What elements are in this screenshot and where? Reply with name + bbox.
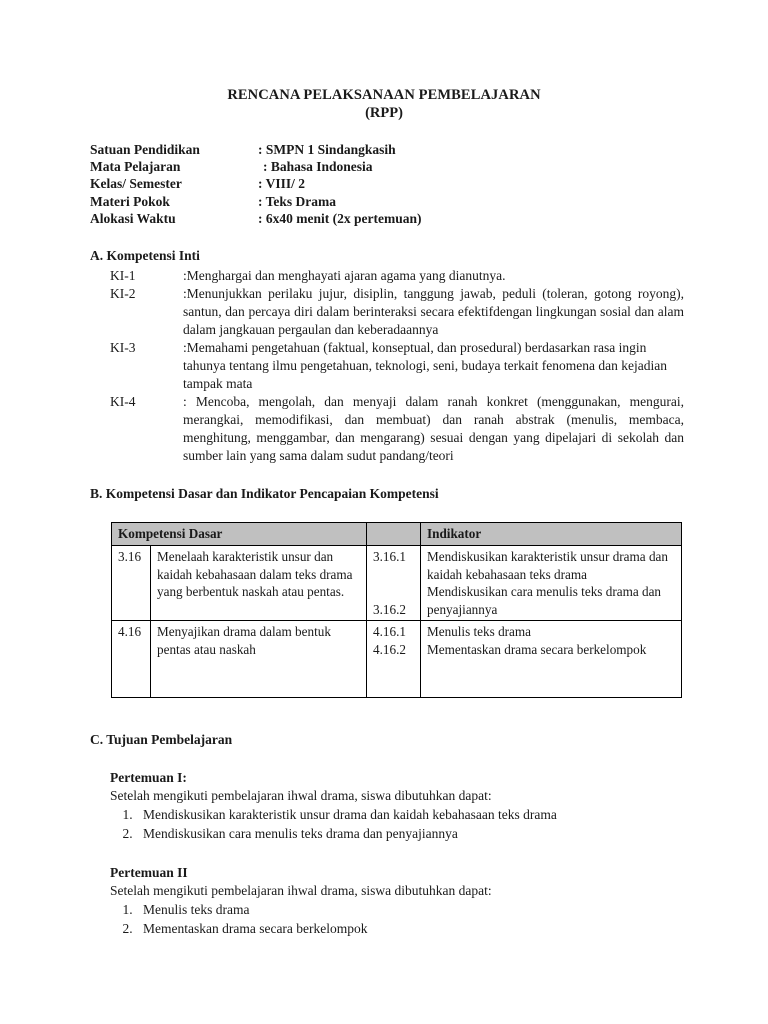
- identity-row-satuan-pendidikan: [90, 141, 768, 158]
- identity-row-mata-pelajaran: [90, 158, 768, 175]
- indicator-number: 4.16.1: [373, 624, 406, 640]
- kompetensi-inti-list: [0, 267, 768, 465]
- ki-label: KI-2: [110, 286, 136, 302]
- table-header-indikator: Indikator: [421, 523, 682, 546]
- identity-label: Kelas/ Semester: [90, 176, 182, 192]
- indicator-text: Mendiskusikan cara menulis teks drama dan penyajiannya: [427, 584, 662, 617]
- indicator-number: 3.16.1: [373, 549, 406, 565]
- list-item: 2. Mendiskusikan cara menulis teks drama dan penyajiannya: [136, 824, 768, 843]
- identity-value: : Teks Drama: [258, 193, 337, 209]
- indicator-number: 3.16.2: [373, 601, 406, 617]
- meeting-intro-2: Setelah mengikuti pembelajaran ihwal drama, siswa dibutuhkan dapat:: [110, 883, 492, 899]
- table-header-kompetensi-dasar: Kompetensi Dasar: [112, 523, 367, 546]
- identity-label: Materi Pokok: [90, 193, 170, 209]
- section-heading-kompetensi-dasar: B. Kompetensi Dasar dan Indikator Pencapaian Kompetensi: [90, 486, 439, 502]
- ki-label: KI-1: [110, 268, 136, 284]
- identity-value: : Bahasa Indonesia: [263, 159, 373, 175]
- meeting-title-1: Pertemuan I:: [110, 770, 187, 786]
- identity-row-materi-pokok: [90, 193, 768, 210]
- ki-item-4: [110, 393, 768, 465]
- list-item: 1. Mendiskusikan karakteristik unsur drama dan kaidah kebahasaan teks drama: [136, 805, 768, 824]
- kd-number: 3.16: [112, 546, 151, 621]
- table-row: [112, 621, 682, 698]
- document-subtitle: (RPP): [365, 105, 403, 121]
- indicator-texts: [421, 621, 682, 698]
- tujuan-pembelajaran-block: [0, 769, 768, 938]
- identity-block: [0, 141, 768, 227]
- indicator-numbers: [367, 621, 421, 698]
- list-item: 2. Mementaskan drama secara berkelompok: [136, 919, 768, 938]
- list-item: 1. Menulis teks drama: [136, 900, 768, 919]
- ki-text: : Mencoba, mengolah, dan menyaji dalam ranah konkret (menggunakan, mengurai, merangkai, memodifikasi, dan membuat) dan ranah abstrak (menulis, membaca, menghitung, menggambar, dan mengarang) sesuai dengan yang dipelajari di sekolah dan sumber lain yang sama dalam sudut pandang/teori: [183, 394, 688, 464]
- ki-item-1: [110, 267, 768, 285]
- ki-label: KI-3: [110, 340, 136, 356]
- identity-value: : 6x40 menit (2x pertemuan): [258, 210, 422, 226]
- ki-text: :Memahami pengetahuan (faktual, konseptual, dan prosedural) berdasarkan rasa ingin tahunya tentang ilmu pengetahuan, teknologi, seni, budaya terkait fenomena dan kejadian tampak mata: [183, 340, 671, 392]
- kompetensi-dasar-table: [111, 522, 682, 698]
- section-heading-tujuan-pembelajaran: C. Tujuan Pembelajaran: [90, 732, 233, 748]
- meeting-intro-1: Setelah mengikuti pembelajaran ihwal drama, siswa dibutuhkan dapat:: [110, 788, 492, 804]
- ki-item-3: [110, 339, 768, 393]
- table-row: [112, 546, 682, 621]
- table-header-row: [112, 523, 682, 546]
- ki-label: KI-4: [110, 394, 136, 410]
- identity-value: : VIII/ 2: [258, 176, 306, 192]
- identity-label: Satuan Pendidikan: [90, 142, 200, 157]
- identity-value: : SMPN 1 Sindangkasih: [258, 142, 396, 157]
- ki-text: :Menunjukkan perilaku jujur, disiplin, tanggung jawab, peduli (toleran, gotong royong), santun, dan percaya diri dalam berinteraksi secara efektifdengan lingkungan sosial dan alam dalam jangkauan pergaulan dan keberadaannya: [183, 286, 688, 338]
- kompetensi-dasar-table-wrapper: [0, 522, 768, 698]
- section-heading-kompetensi-inti: A. Kompetensi Inti: [90, 248, 200, 264]
- indicator-text: Mendiskusikan karakteristik unsur drama dan kaidah kebahasaan teks drama: [427, 549, 668, 582]
- ki-text: :Menghargai dan menghayati ajaran agama yang dianutnya.: [183, 268, 506, 284]
- meeting-goals-1: [110, 805, 768, 843]
- meeting-title-2: Pertemuan II: [110, 865, 188, 881]
- identity-label: Alokasi Waktu: [90, 210, 176, 226]
- document-title: RENCANA PELAKSANAAN PEMBELAJARAN: [227, 87, 541, 103]
- ki-item-2: [110, 285, 768, 339]
- identity-label: Mata Pelajaran: [90, 159, 181, 175]
- indicator-text: Mementaskan drama secara berkelompok: [427, 641, 647, 657]
- indicator-number-spacer: [373, 566, 415, 601]
- indicator-number: 4.16.2: [373, 641, 406, 657]
- kd-text: Menyajikan drama dalam bentuk pentas atau naskah: [151, 621, 367, 698]
- kd-number: 4.16: [112, 621, 151, 698]
- identity-row-kelas-semester: [90, 175, 768, 192]
- kd-text: Menelaah karakteristik unsur dan kaidah kebahasaan dalam teks drama yang berbentuk naskah atau pentas.: [151, 546, 367, 621]
- meeting-goals-2: [110, 900, 768, 938]
- indicator-texts: [421, 546, 682, 621]
- identity-row-alokasi-waktu: [90, 210, 768, 227]
- table-header-indikator-number: [367, 523, 421, 546]
- indicator-text: Menulis teks drama: [427, 624, 532, 640]
- indicator-numbers: [367, 546, 421, 621]
